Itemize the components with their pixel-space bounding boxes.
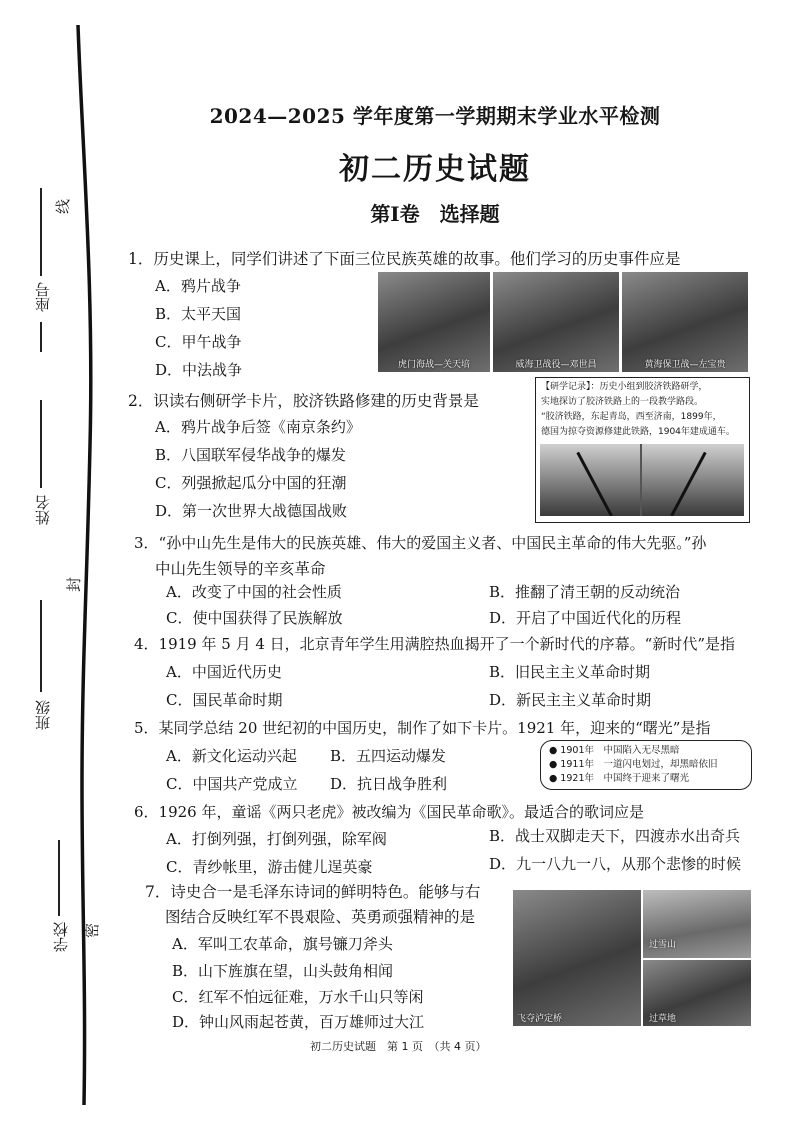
name-label: 姓名 [34,495,52,525]
seat-line [40,188,42,276]
q1-caption-2: 威海卫战役—邓世昌 [515,360,597,370]
q4-option-d: D．新民主主义革命时期 [489,691,652,709]
q1-caption-1: 虎门海战—关天培 [397,360,470,370]
question-6-stem: 6．1926 年，童谣《两只老虎》被改编为《国民革命歌》。最适合的歌词应是 [134,803,644,821]
question-1-stem: 1．历史课上，同学们讲述了下面三位民族英雄的故事。他们学习的历史事件应是 [128,250,681,268]
exam-title: 2024—2025 学年度第一学期期末学业水平检测 [209,104,661,128]
q2-option-a: A．鸦片战争后签《南京条约》 [155,418,361,436]
q6-option-c: C．青纱帐里，游击健儿逞英豪 [166,858,373,876]
q1-image-3 [622,272,748,372]
q1-image-2 [493,272,619,372]
question-7-stem-1: 7．诗史合一是毛泽东诗词的鲜明特色。能够与右 [145,883,481,901]
question-5-stem: 5．某同学总结 20 世纪初的中国历史，制作了如下卡片。1921 年，迎来的“曙光”是指 [134,719,711,737]
seal-mi-char: 密 [83,922,102,939]
q7-image-bridge [513,890,641,1026]
q2-option-b: B．八国联军侵华战争的爆发 [155,446,347,464]
q5-option-d: D．抗日战争胜利 [330,775,448,793]
question-4-stem: 4．1919 年 5 月 4 日，北京青年学生用满腔热血揭开了一个新时代的序幕。“新时代”是指 [134,635,735,653]
q7-caption-bridge: 飞夺泸定桥 [517,1014,563,1024]
seal-line-char: 线 [54,198,73,215]
q1-option-d: D．中法战争 [155,361,243,379]
q6-option-a: A．打倒列强，打倒列强，除军阀 [166,830,387,848]
seat-line-lower [40,322,42,352]
rail-center [640,444,642,516]
rail-left [576,452,612,516]
q5-timeline-card [540,740,752,790]
q1-option-b: B．太平天国 [155,305,242,323]
rail-right [670,452,706,516]
question-7-stem-2: 图结合反映红军不畏艰险、英勇顽强精神的是 [165,908,476,926]
q2-card-line-4: 德国为掠夺资源修建此铁路，1904年建成通车。 [541,427,735,437]
q7-option-b: B．山下旌旗在望，山头鼓角相闻 [172,962,394,980]
subject-title: 初二历史试题 [339,152,531,187]
q1-option-c: C．甲午战争 [155,333,242,351]
seat-label: 座号 [34,282,52,312]
q2-railway-photo [540,444,744,516]
question-3-stem-2: 中山先生领导的辛亥革命 [155,560,326,578]
class-label: 班级 [34,700,52,730]
page-footer: 初二历史试题 第 1 页 （共 4 页） [310,1040,487,1053]
class-line [40,600,42,692]
q3-option-a: A．改变了中国的社会性质 [166,583,342,601]
q4-option-a: A．中国近代历史 [166,663,282,681]
q3-option-c: C．使中国获得了民族解放 [166,609,343,627]
q2-card-line-2: 实地探访了胶济铁路上的一段教学路段。 [541,397,704,407]
seal-seal-char: 封 [65,576,84,593]
q7-option-a: A．军叫工农革命，旗号镰刀斧头 [172,935,393,953]
q2-option-c: C．列强掀起瓜分中国的狂潮 [155,474,347,492]
question-3-stem-1: 3．“孙中山先生是伟大的民族英雄、伟大的爱国主义者、中国民主革命的伟大先驱。”孙 [134,534,707,552]
q2-study-card [535,377,750,523]
q1-caption-3: 黄海保卫战—左宝贵 [644,360,726,370]
q6-option-d: D．九一八九一八，从那个悲惨的时候 [489,855,742,873]
q3-option-b: B．推翻了清王朝的反动统治 [489,583,681,601]
q1-image-1 [378,272,490,372]
q5-option-c: C．中国共产党成立 [166,775,298,793]
school-label: 学校 [52,922,70,952]
school-line [58,840,60,916]
q6-option-b: B．战士双脚走天下，四渡赤水出奇兵 [489,827,741,845]
q5-timeline-1911: ● 1911年 一道闪电划过，却黑暗依旧 [549,759,718,770]
section-title: 第Ⅰ卷 选择题 [370,202,500,226]
q3-option-d: D．开启了中国近代化的历程 [489,609,682,627]
q5-timeline-1901: ● 1901年 中国陷入无尽黑暗 [549,745,680,756]
q4-option-b: B．旧民主主义革命时期 [489,663,651,681]
q7-option-d: D．钟山风雨起苍黄，百万雄师过大江 [172,1013,425,1031]
q7-caption-grassland: 过草地 [649,1014,677,1024]
q7-image-grassland [643,960,751,1026]
q5-timeline-1921: ● 1921年 中国终于迎来了曙光 [549,773,689,784]
q7-image-snow-mountain [643,890,751,958]
q2-card-line-3: “胶济铁路，东起青岛，西至济南，1899年， [541,412,722,422]
q5-option-a: A．新文化运动兴起 [166,747,297,765]
q7-option-c: C．红军不怕远征难，万水千山只等闲 [172,988,424,1006]
q5-option-b: B．五四运动爆发 [330,747,447,765]
q2-card-line-1: 【研学记录】：历史小组到胶济铁路研学， [541,382,708,392]
q2-option-d: D．第一次世界大战德国战败 [155,502,348,520]
name-line [40,400,42,488]
q1-option-a: A．鸦片战争 [155,277,241,295]
question-2-stem: 2．识读右侧研学卡片，胶济铁路修建的历史背景是 [128,392,479,410]
q4-option-c: C．国民革命时期 [166,691,283,709]
q7-caption-snow-mountain: 过雪山 [649,940,677,950]
